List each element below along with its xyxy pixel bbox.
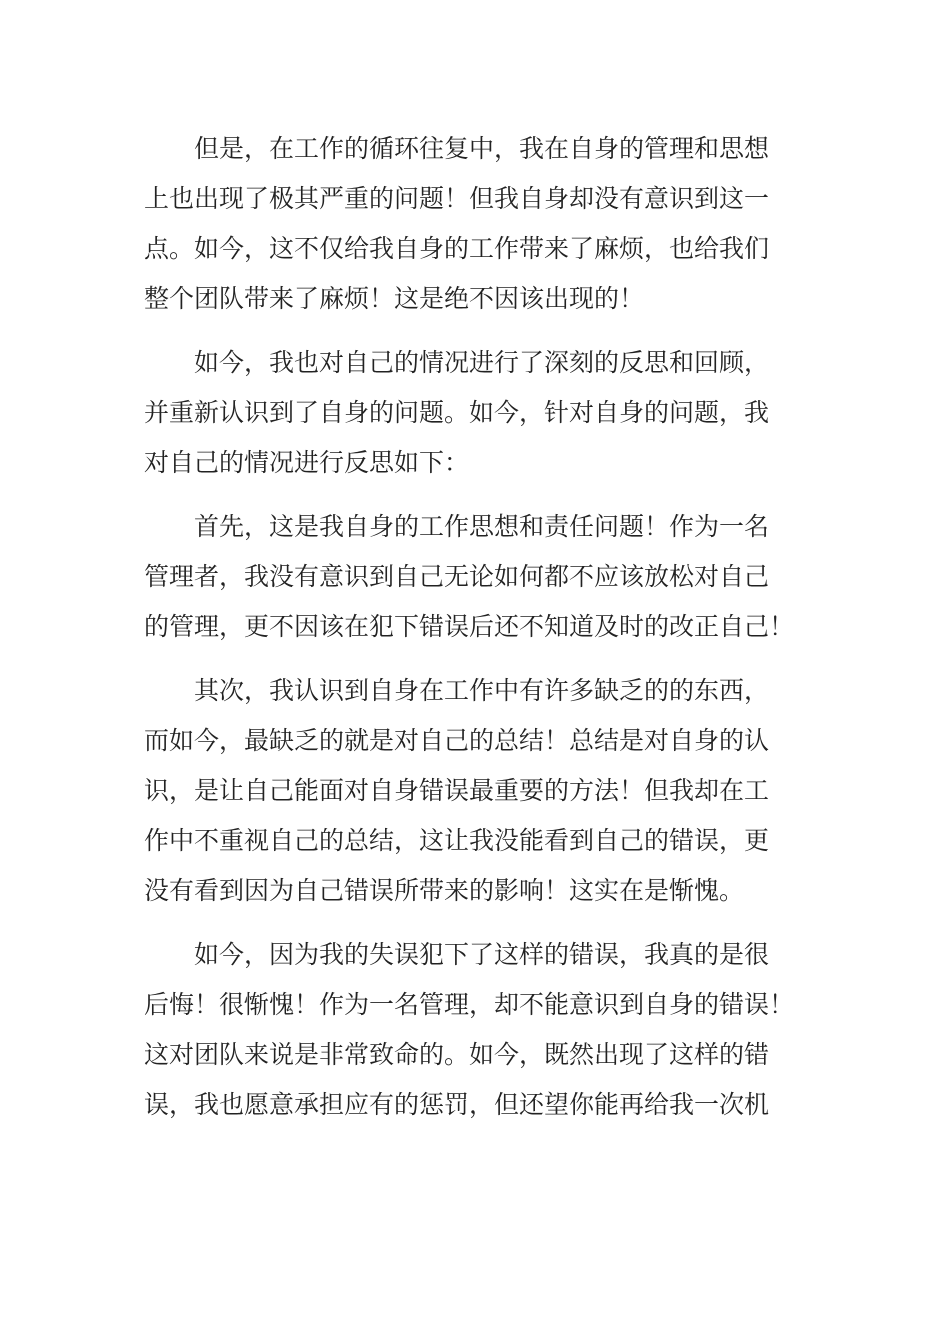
paragraph-line: 点。如今，这不仅给我自身的工作带来了麻烦，也给我们: [144, 234, 770, 263]
paragraph-line: 而如今，最缺乏的就是对自己的总结！总结是对自身的认: [144, 726, 770, 755]
paragraph-line: 这对团队来说是非常致命的。如今，既然出现了这样的错: [144, 1040, 770, 1069]
paragraph-line: 其次，我认识到自身在工作中有许多缺乏的的东西，: [194, 676, 770, 705]
paragraph-line: 识，是让自己能面对自身错误最重要的方法！但我却在工: [144, 776, 770, 805]
paragraph-1: [144, 124, 808, 324]
paragraph-3: [144, 502, 808, 652]
paragraph-line: 对自己的情况进行反思如下：: [144, 448, 470, 477]
paragraph-5: [144, 930, 808, 1130]
paragraph-line: 管理者，我没有意识到自己无论如何都不应该放松对自己: [144, 562, 770, 591]
paragraph-line: 作中不重视自己的总结，这让我没能看到自己的错误，更: [144, 826, 770, 855]
paragraph-2: [144, 338, 808, 488]
paragraph-line: 如今，因为我的失误犯下了这样的错误，我真的是很: [194, 940, 770, 969]
paragraph-line: 后悔！很惭愧！作为一名管理，却不能意识到自身的错误！: [144, 990, 795, 1019]
document-body: [144, 124, 808, 1144]
paragraph-line: 并重新认识到了自身的问题。如今，针对自身的问题，我: [144, 398, 770, 427]
paragraph-line: 的管理，更不因该在犯下错误后还不知道及时的改正自己！: [144, 612, 795, 641]
paragraph-line: 误，我也愿意承担应有的惩罚，但还望你能再给我一次机: [144, 1090, 770, 1119]
paragraph-line: 但是，在工作的循环往复中，我在自身的管理和思想: [194, 134, 770, 163]
paragraph-line: 如今，我也对自己的情况进行了深刻的反思和回顾，: [194, 348, 770, 377]
paragraph-line: 没有看到因为自己错误所带来的影响！这实在是惭愧。: [144, 876, 745, 905]
paragraph-line: 首先，这是我自身的工作思想和责任问题！作为一名: [194, 512, 770, 541]
paragraph-4: [144, 666, 808, 916]
paragraph-line: 上也出现了极其严重的问题！但我自身却没有意识到这一: [144, 184, 770, 213]
paragraph-line: 整个团队带来了麻烦！这是绝不因该出现的！: [144, 284, 645, 313]
